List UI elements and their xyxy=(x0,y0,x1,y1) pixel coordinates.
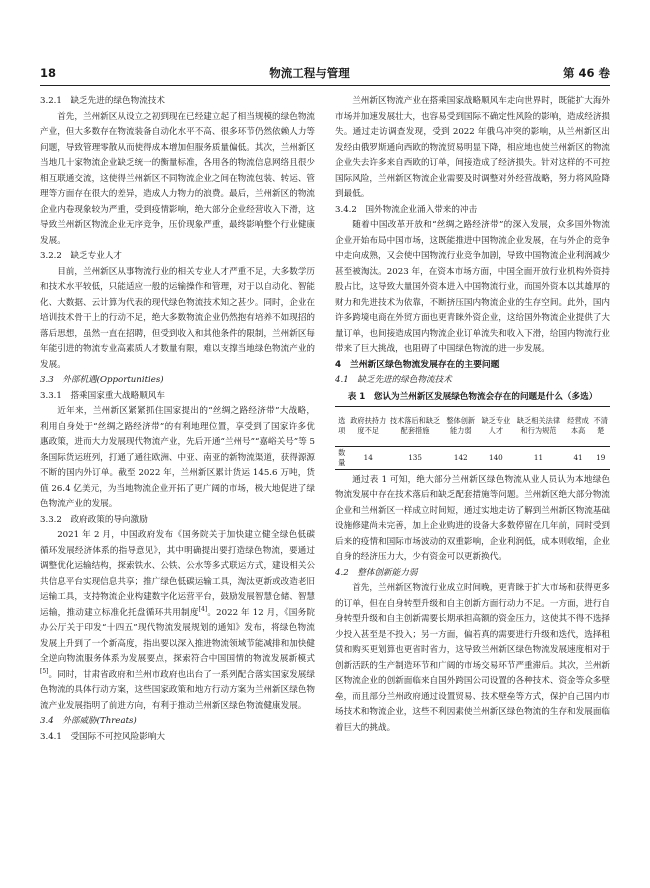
paragraph-3-3-1: 近年来，兰州新区紧紧抓住国家提出的“丝绸之路经济带”大战略，利用自身处于“丝绸之路经济带”的有利地理位置，享受到了国家许多优惠政策，进而大力发展现代物流产业，先后开通“兰州号”“嘉峪关号”等 5 条国际货运班列，打通了通往欧洲、中亚、南亚的新物流渠道，获得源源不断的国内外订单。截至 2022 年，兰州新区累计货运 145.6 万吨，货值 26.4 亿美元，为当地物流企业开拓了更广阔的市场，极大地促进了绿色物流产业的发展。 xyxy=(40,406,316,509)
table-cell: 11 xyxy=(533,452,544,462)
paragraph-3-3-2-part3: 。同时，甘肃省政府和兰州市政府也出台了一系列配合落实国家发展绿色物流的具体行动方案，这些国家政策和地方行动方案为兰州新区绿色物流产业发展指明了前进方向，有利于推动兰州新区绿色物流健康发展。 xyxy=(40,669,316,711)
heading-3-3-2: 3.3.2 政府政策的导向激励 xyxy=(40,514,148,525)
heading-3-3-1: 3.3.1 搭乘国家重大战略顺风车 xyxy=(40,390,165,401)
table-header-cell: 不清楚 xyxy=(592,406,611,446)
paragraph-3-3-2-part1: 2021 年 2 月，中国政府发布《国务院关于加快建立健全绿色低碳循环发展经济体系的指导意见》，其中明确提出要打造绿色物流，要通过调整优化运输结构，探索铁水、公铁、公水等多式联运方式，建设相关公共信息平台实现信息共享；推广绿色低碳运输工具，淘汰更新或改造老旧运输工具，支持物流企业构建数字化运营平台，鼓励发展智慧仓储、智慧运输，推动建立标准化托盘循环共用制度 xyxy=(40,530,316,618)
table-row-label: 数量 xyxy=(338,447,346,467)
paragraph-3-2-2: 目前，兰州新区从事物流行业的相关专业人才严重不足，大多数学历和技术水平较低，只能适应一般的运输操作和管理，对于以自动化、智能化、大数据、云计算为代表的现代绿色物流技术知之甚少。同时，企业在培训技术骨干上的行动不足，绝大多数物流企业仍然抱有培养不如现招的落后思想，虽然一直在招聘，但受到收入和其他条件的限制，兰州新区每年能引进的物流专业高素质人才数量有限，难以支撑当地绿色物流产业的发展。 xyxy=(40,266,316,370)
table-cell: 14 xyxy=(363,452,373,462)
heading-3-4: 3.4 外部威胁(Threats) xyxy=(40,716,137,726)
heading-3-3: 3.3 外部机遇(Opportunities) xyxy=(40,375,164,385)
heading-3-2-2: 3.2.2 缺乏专业人才 xyxy=(40,251,123,261)
left-column xyxy=(40,94,315,745)
paragraph-3-2-1: 首先，兰州新区从设立之初到现在已经建立起了相当规模的绿色物流产业，但大多数存在物流装备自动化水平不高、很多环节仍然依赖人力等问题，导致管理零散从而使得成本增加但服务质量偏低。其次，兰州新区当地几十家物流企业缺乏统一的衡量标准，各用各的物流信息网络且很少相互联通交流，这使得兰州新区不同物流企业之间在物流包装、转运、管理等方面存在很大的差异，造成人力物力的浪费。最后，兰州新区的物流企业内卷现象较为严重，受到疫情影响，绝大部分企业经营收入下滑，这导致兰州新区物流企业无序竞争，压价现象严重，最终影响整个行业健康发展。 xyxy=(40,111,316,246)
table-cell: 41 xyxy=(573,452,583,462)
table-row xyxy=(335,446,610,469)
table-header-cell: 缺乏专业人才 xyxy=(479,406,512,446)
heading-4-2: 4.2 整体创新能力弱 xyxy=(335,567,418,578)
table-header-cell: 政府扶持力度不足 xyxy=(348,406,388,446)
heading-3-4-1: 3.4.1 受国际不可控风险影响大 xyxy=(40,731,165,742)
volume-label: 第 46 卷 xyxy=(562,66,610,80)
paragraph-3-3-2-part2: 。2022 年 12 月，《国务院办公厅关于印发“十四五”现代物流发展规划的通知》发布，将绿色物流发展上升到了一个新高度，指出要以深入推进物流领域节能减排和加快健全逆向物流服务体系为发展要点，探索符合中国国情的物流发展新模式 xyxy=(40,607,316,664)
journal-name: 物流工程与管理 xyxy=(269,66,350,80)
table-cell: 140 xyxy=(489,452,503,462)
paragraph-3-3-2 xyxy=(40,528,315,714)
table-header-cell: 技术落后和缺乏配套措施 xyxy=(388,406,442,446)
table-header-cell: 缺乏相关法律和行为规范 xyxy=(512,406,564,446)
heading-4-1: 4.1 缺乏先进的绿色物流技术 xyxy=(335,375,452,385)
paragraph-3-4-2: 随着中国改革开放和“丝绸之路经济带”的深入发展，众多国外物流企业开始布局中国市场，这既能推进中国物流企业发展，在与外企的竞争中走向成熟，又会使中国物流行业竞争加剧，导致中国物流企业利润减少甚至被淘汰。2023 年，在资本市场方面，中国全面开放行业机构外资持股占比，这导致大量国外资本进入中国物流行业，而国外资本以其雄厚的财力和先进技术为依靠，不断挤压国内物流企业的生存空间。此外，国内许多跨境电商在外贸方面也更青睐外资企业，这给国外物流企业提供了大量订单，也间接造成国内物流企业订单流失和收入下滑，给国内物流行业带来了巨大挑战，也阻碍了中国绿色物流的进一步发展。 xyxy=(335,220,611,354)
table-cell: 135 xyxy=(408,452,422,462)
table-header-row xyxy=(335,406,610,446)
paragraph-4-1: 通过表 1 可知，绝大部分兰州新区绿色物流从业人员认为本地绿色物流发展中存在技术落后和缺乏配套措施等问题。兰州新区绝大部分物流企业和兰州新区一样成立时间短，通过实地走访了解到兰州新区物流基础设施修建尚未完善，加上企业购进的设备大多数停留在几年前，同时受到后来的疫情和国际市场波动的双重影响，企业利润低，成本则收缩，企业自身的经济压力大，少有资金可以更新换代。 xyxy=(335,474,611,562)
citation-4: [4] xyxy=(198,605,208,613)
page-number: 18 xyxy=(40,66,57,80)
heading-3-2-1: 3.2.1 缺乏先进的绿色物流技术 xyxy=(40,96,165,106)
table-header-cell: 选项 xyxy=(335,406,348,446)
table-header-cell: 经营成本高 xyxy=(565,406,592,446)
table-header-cell: 整体创新能力弱 xyxy=(442,406,479,446)
right-column xyxy=(335,94,610,736)
heading-4: 4 兰州新区绿色物流发展存在的主要问题 xyxy=(335,359,500,370)
citation-5: [5] xyxy=(40,667,49,675)
paragraph-3-4-1: 兰州新区物流产业在搭乘国家战略顺风车走向世界时，既能扩大海外市场并加速发展壮大，也容易受到国际不确定性风险的影响，造成经济损失。通过走访调查发现，受到 2022 年俄乌冲突的影响，从兰州新区出发经由俄罗斯通向西欧的物流贸易明显下降，相应地也使兰州新区的物流企业失去许多来自西欧的订单，间接造成了经济损失。针对这样的不可控国际风险，兰州新区物流企业需要及时调整对外经营战略，努力将风险降到最低。 xyxy=(335,96,611,199)
paragraph-4-2: 首先，兰州新区物流行业成立时间晚，更青睐于扩大市场和获得更多的订单，但在自身转型升级和自主创新方面行动力不足。一方面，进行自身转型升级和自主创新需要长期承担高额的资金压力，这使其不得不选择少投入甚至是不投入；另一方面，偏若真的需要进行升级和迭代，选择租赁和购买更划算也更省时省力，这导致兰州新区绿色物流发展速度相对于创新活跃的生产制造环节和广阔的市场交易环节严重滞后。其次，兰州新区物流企业的创新面临来自国外跨国公司设置的各种技术、资金等众多壁垒，而且部分兰州政府通过设置贸易、技术壁垒等方式，保护自己国内市场技术和物流企业，这些不利因素使兰州新区绿色物流的生存和发展面临着巨大的挑战。 xyxy=(335,583,611,733)
table-1-title: 表 1 您认为兰州新区发展绿色物流会存在的问题是什么（多选） xyxy=(347,391,598,402)
table-cell: 19 xyxy=(596,452,606,462)
running-header xyxy=(40,64,610,86)
survey-table xyxy=(335,406,610,470)
table-cell: 142 xyxy=(453,452,468,462)
heading-3-4-2: 3.4.2 国外物流企业涌入带来的冲击 xyxy=(335,204,478,215)
